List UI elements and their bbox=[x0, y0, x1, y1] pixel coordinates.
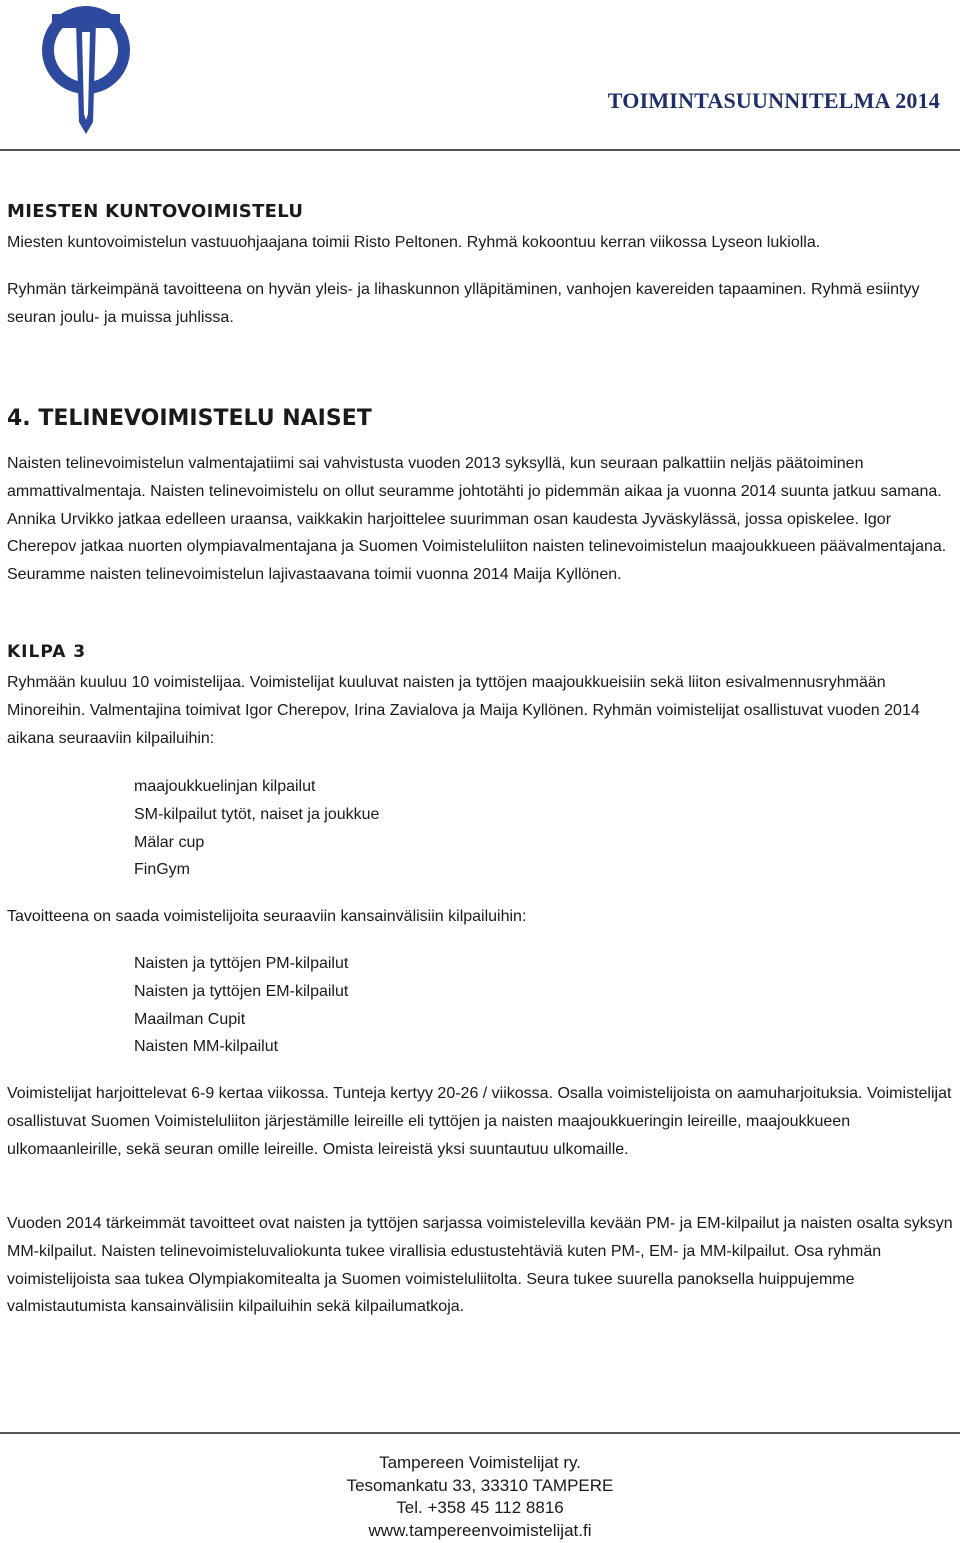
list-item: maajoukkuelinjan kilpailut bbox=[134, 778, 316, 795]
header-divider bbox=[0, 149, 960, 151]
list-item: FinGym bbox=[134, 861, 190, 879]
footer-address: Tesomankatu 33, 33310 TAMPERE bbox=[346, 1475, 614, 1495]
footer bbox=[0, 1452, 960, 1542]
club-logo bbox=[36, 2, 136, 137]
kilpa3-paragraph-4: Vuoden 2014 tärkeimmät tavoitteet ovat naisten ja tyttöjen sarjassa voimistelevilla kevään PM- ja EM-kilpailut ja naisten osalta syksyn MM-kilpailut. Naisten telinevoimisteluvaliokunta tukee virallisia edustustehtäviä kuten PM-, EM- ja MM-kilpailut. Osa ryhmän voimistelijoista saa tukea Olympiakomitealta ja Suomen voimisteluliitolta. Seura tukee suurella panoksella huippujemme valmistautumista kansainvälisiin kilpailuihin sekä kilpailumatkoja. bbox=[7, 1215, 953, 1316]
footer-website-link[interactable]: www.tampereenvoimistelijat.fi bbox=[368, 1520, 592, 1540]
list-item: Naisten ja tyttöjen EM-kilpailut bbox=[134, 982, 349, 1000]
footer-phone: Tel. +358 45 112 8816 bbox=[396, 1498, 564, 1517]
list-item: Mälar cup bbox=[134, 833, 205, 851]
footer-org: Tampereen Voimistelijat ry. bbox=[379, 1453, 581, 1472]
list-item: Naisten ja tyttöjen PM-kilpailut bbox=[134, 955, 349, 972]
list-item: Maailman Cupit bbox=[134, 1010, 246, 1028]
telinevoimistelu-paragraph: Naisten telinevoimistelun valmentajatiimi sai vahvistusta vuoden 2013 syksyllä, kun seuraan palkattiin neljäs päätoiminen ammattivalmentaja. Naisten telinevoimistelu on ollut seuramme johtotähti jo pidemmän aikaa ja vuonna 2014 suunta jatkuu samana. Annika Urvikko jatkaa edelleen uraansa, vaikkakin harjoittelee suurimman osan kaudesta Jyväskylässä, jossa opiskelee. Igor Cherepov jatkaa nuorten olympiavalmentajana ja Suomen Voimisteluliiton naisten telinevoimistelun maajoukkueen päävalmentajana. Seuramme naisten telinevoimistelun lajivastaavana toimii vuonna 2014 Maija Kyllönen. bbox=[7, 455, 947, 584]
miesten-paragraph-1: Miesten kuntovoimistelun vastuuohjaajana toimii Risto Peltonen. Ryhmä kokoontuu kerran viikossa Lyseon lukiolla. bbox=[7, 234, 821, 251]
footer-divider bbox=[0, 1432, 960, 1434]
document-title: TOIMINTASUUNNITELMA 2014 bbox=[607, 88, 940, 113]
kilpa3-paragraph-2: Tavoitteena on saada voimistelijoita seuraaviin kansainvälisiin kilpailuihin: bbox=[7, 908, 527, 925]
kilpa3-paragraph-1: Ryhmään kuuluu 10 voimistelijaa. Voimistelijat kuuluvat naisten ja tyttöjen maajoukkueisiin sekä liiton esivalmennusryhmään Minoreihin. Valmentajina toimivat Igor Cherepov, Irina Zavialova ja Maija Kyllönen. Ryhmän voimistelijat osallistuvat vuoden 2014 aikana seuraaviin kilpailuihin: bbox=[7, 674, 920, 747]
list-item: Naisten MM-kilpailut bbox=[134, 1038, 279, 1056]
competition-list bbox=[134, 773, 379, 884]
international-competition-list bbox=[134, 950, 348, 1061]
miesten-paragraph-2: Ryhmän tärkeimpänä tavoitteena on hyvän yleis- ja lihaskunnon ylläpitäminen, vanhojen kavereiden tapaaminen. Ryhmä esiintyy seuran joulu- ja muissa juhlissa. bbox=[7, 281, 920, 326]
kilpa3-paragraph-3: Voimistelijat harjoittelevat 6-9 kertaa viikossa. Tunteja kertyy 20-26 / viikossa. Osalla voimistelijoista on aamuharjoituksia. Voimistelijat osallistuvat Suomen Voimisteluliiton järjestämille leireille eli tyttöjen ja naisten maajoukkueringin leireille, maajoukkueen ulkomaanleirille, sekä seuran omille leireille. Omista leireistä yksi suuntautuu ulkomaille. bbox=[7, 1085, 952, 1158]
section-heading-kilpa3: KILPA 3 bbox=[7, 642, 87, 662]
section-heading-telinevoimistelu: 4. TELINEVOIMISTELU NAISET bbox=[7, 406, 372, 431]
section-heading-miesten: MIESTEN KUNTOVOIMISTELU bbox=[7, 201, 304, 222]
list-item: SM-kilpailut tytöt, naiset ja joukkue bbox=[134, 805, 380, 823]
